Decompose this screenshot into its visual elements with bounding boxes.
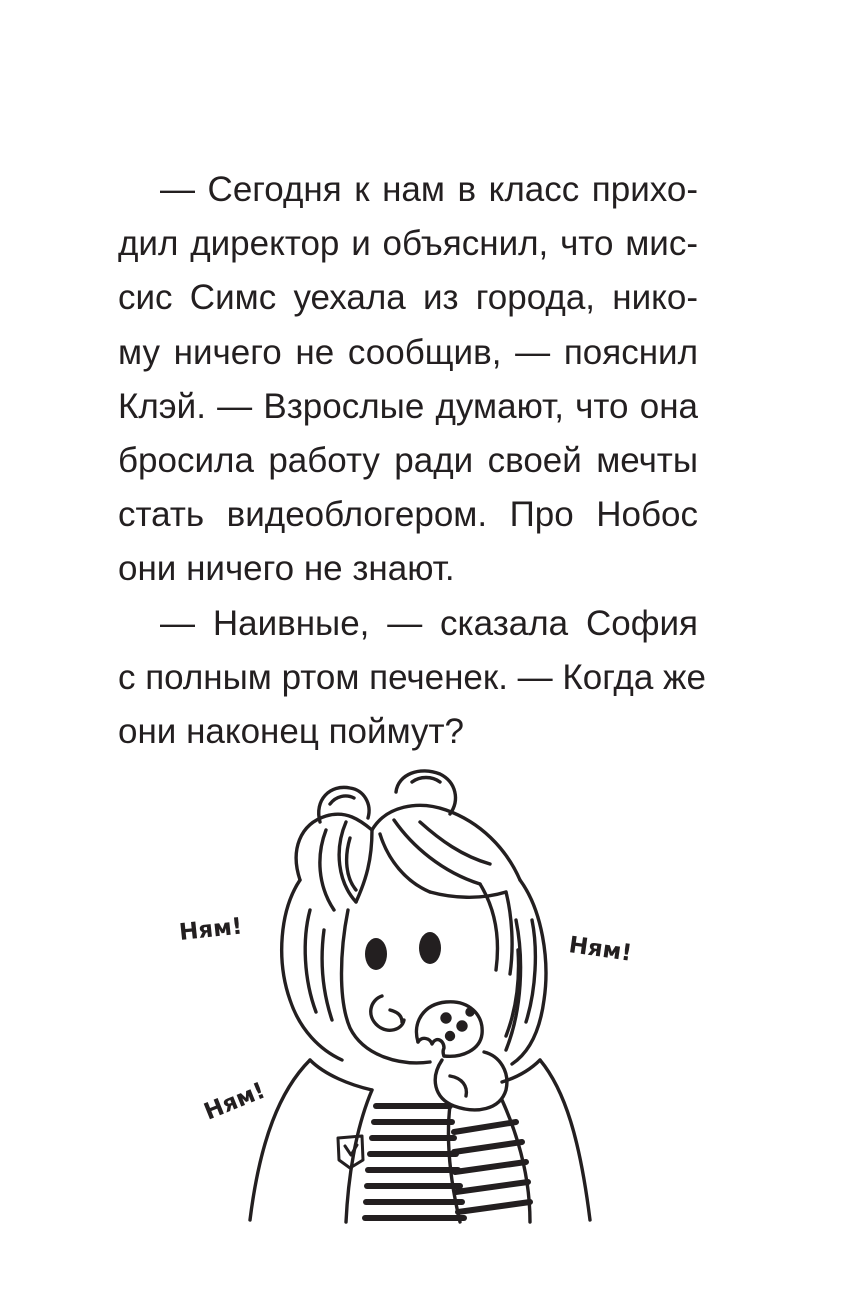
sound-effect-text: Ням!: [177, 913, 244, 946]
cookie-icon: [416, 1002, 482, 1056]
text-line: му ничего не сообщив, — пояснил: [118, 332, 698, 372]
text-line: сис Симс уехала из города, нико-: [118, 278, 698, 318]
text-line: с полным ртом печенек. — Когда же: [118, 657, 706, 697]
text-line: Клэй. — Взрослые думают, что она: [118, 386, 698, 426]
text-line: — Сегодня к нам в класс прихо-: [160, 170, 698, 209]
text-line: — Наивные, — сказала София: [160, 603, 698, 643]
girl-eating-cookie-illustration: [150, 760, 710, 1230]
text-line: они ничего не знают.: [118, 549, 455, 589]
sound-effect-text: Ням!: [567, 932, 634, 967]
hair: [282, 771, 546, 1064]
text-line: они наконец поймут?: [118, 711, 465, 751]
page-text: [118, 163, 706, 759]
text-line: бросила работу ради своей мечты: [118, 440, 698, 480]
hand: [435, 1052, 507, 1110]
paragraph-2: [118, 597, 706, 760]
paragraph-1: [118, 163, 698, 597]
text-line: стать видеоблогером. Про Нобос: [118, 495, 698, 535]
sleeve-stripes: [454, 1122, 530, 1212]
sound-effect-text: Ням!: [200, 1077, 269, 1126]
text-line: дил директор и объяснил, что мис-: [118, 224, 698, 264]
eyes: [365, 932, 441, 970]
